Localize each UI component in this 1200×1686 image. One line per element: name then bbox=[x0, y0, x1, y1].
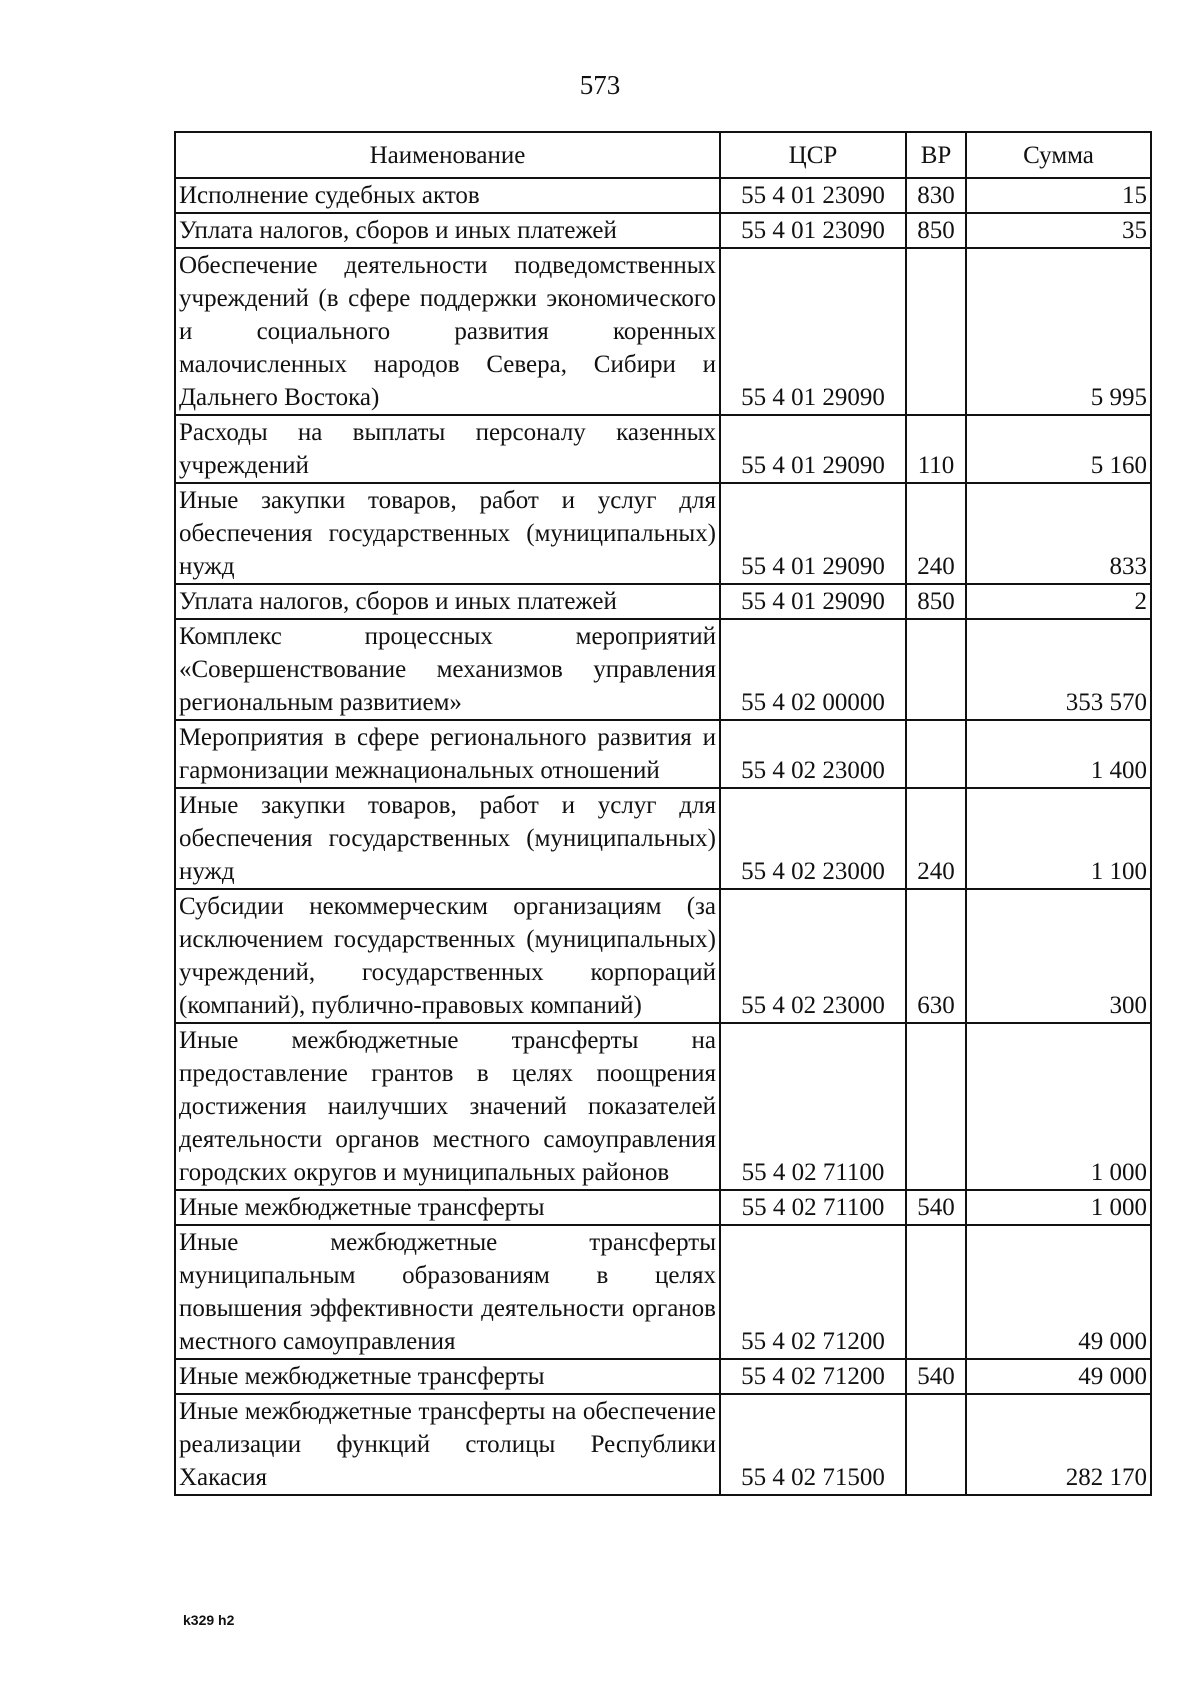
cell-name: Исполнение судебных актов bbox=[175, 178, 720, 213]
cell-name: Мероприятия в сфере регионального развития и гармонизации межнациональных отношений bbox=[175, 720, 720, 788]
cell-sum: 49 000 bbox=[966, 1225, 1151, 1359]
table-row bbox=[175, 483, 1151, 584]
table-row bbox=[175, 178, 1151, 213]
cell-sum: 1 400 bbox=[966, 720, 1151, 788]
cell-sum: 1 000 bbox=[966, 1023, 1151, 1190]
cell-vr bbox=[906, 1225, 966, 1359]
cell-name: Иные межбюджетные трансферты на предоставление грантов в целях поощрения достижения наилучших значений показателей деятельности органов местного самоуправления городских округов и муниципальных районов bbox=[175, 1023, 720, 1190]
cell-sum: 5 995 bbox=[966, 248, 1151, 415]
cell-name: Иные закупки товаров, работ и услуг для обеспечения государственных (муниципальных) нужд bbox=[175, 483, 720, 584]
cell-csr: 55 4 01 29090 bbox=[720, 483, 906, 584]
cell-sum: 2 bbox=[966, 584, 1151, 619]
table-row bbox=[175, 720, 1151, 788]
cell-name: Уплата налогов, сборов и иных платежей bbox=[175, 213, 720, 248]
table-row bbox=[175, 619, 1151, 720]
cell-vr bbox=[906, 1023, 966, 1190]
cell-name: Иные межбюджетные трансферты на обеспечение реализации функций столицы Республики Хакасия bbox=[175, 1394, 720, 1495]
table-row bbox=[175, 248, 1151, 415]
cell-csr: 55 4 02 23000 bbox=[720, 720, 906, 788]
table-row bbox=[175, 213, 1151, 248]
cell-sum: 1 100 bbox=[966, 788, 1151, 889]
cell-name: Обеспечение деятельности подведомственных учреждений (в сфере поддержки экономического и социального развития коренных малочисленных народов Севера, Сибири и Дальнего Востока) bbox=[175, 248, 720, 415]
table-header-row bbox=[175, 132, 1151, 178]
cell-sum: 353 570 bbox=[966, 619, 1151, 720]
cell-csr: 55 4 02 71100 bbox=[720, 1190, 906, 1225]
header-name: Наименование bbox=[175, 132, 720, 178]
table-row bbox=[175, 1225, 1151, 1359]
cell-vr bbox=[906, 248, 966, 415]
cell-name: Иные межбюджетные трансферты bbox=[175, 1359, 720, 1394]
cell-vr: 240 bbox=[906, 788, 966, 889]
header-csr: ЦСР bbox=[720, 132, 906, 178]
table-row bbox=[175, 1190, 1151, 1225]
cell-sum: 15 bbox=[966, 178, 1151, 213]
cell-vr bbox=[906, 720, 966, 788]
cell-vr: 850 bbox=[906, 584, 966, 619]
cell-name: Комплекс процессных мероприятий «Совершенствование механизмов управления региональным развитием» bbox=[175, 619, 720, 720]
cell-name: Уплата налогов, сборов и иных платежей bbox=[175, 584, 720, 619]
cell-vr: 850 bbox=[906, 213, 966, 248]
cell-csr: 55 4 02 00000 bbox=[720, 619, 906, 720]
cell-sum: 300 bbox=[966, 889, 1151, 1023]
cell-sum: 5 160 bbox=[966, 415, 1151, 483]
cell-csr: 55 4 02 71100 bbox=[720, 1023, 906, 1190]
cell-vr: 830 bbox=[906, 178, 966, 213]
cell-vr: 540 bbox=[906, 1359, 966, 1394]
cell-sum: 833 bbox=[966, 483, 1151, 584]
cell-sum: 1 000 bbox=[966, 1190, 1151, 1225]
cell-csr: 55 4 02 23000 bbox=[720, 788, 906, 889]
cell-sum: 282 170 bbox=[966, 1394, 1151, 1495]
cell-vr bbox=[906, 1394, 966, 1495]
table-row bbox=[175, 1394, 1151, 1495]
cell-sum: 35 bbox=[966, 213, 1151, 248]
cell-vr: 240 bbox=[906, 483, 966, 584]
table-row bbox=[175, 584, 1151, 619]
cell-name: Иные межбюджетные трансферты bbox=[175, 1190, 720, 1225]
cell-csr: 55 4 01 29090 bbox=[720, 415, 906, 483]
cell-name: Расходы на выплаты персоналу казенных учреждений bbox=[175, 415, 720, 483]
cell-name: Иные закупки товаров, работ и услуг для обеспечения государственных (муниципальных) нужд bbox=[175, 788, 720, 889]
cell-csr: 55 4 01 29090 bbox=[720, 584, 906, 619]
table-row bbox=[175, 889, 1151, 1023]
cell-csr: 55 4 02 71200 bbox=[720, 1225, 906, 1359]
cell-vr bbox=[906, 619, 966, 720]
table-row bbox=[175, 1359, 1151, 1394]
header-sum: Сумма bbox=[966, 132, 1151, 178]
cell-vr: 630 bbox=[906, 889, 966, 1023]
cell-csr: 55 4 02 23000 bbox=[720, 889, 906, 1023]
cell-name: Субсидии некоммерческим организациям (за исключением государственных (муниципальных) учреждений, государственных корпораций (компаний), публично-правовых компаний) bbox=[175, 889, 720, 1023]
cell-csr: 55 4 01 29090 bbox=[720, 248, 906, 415]
cell-csr: 55 4 01 23090 bbox=[720, 178, 906, 213]
cell-vr: 110 bbox=[906, 415, 966, 483]
cell-vr: 540 bbox=[906, 1190, 966, 1225]
cell-csr: 55 4 02 71500 bbox=[720, 1394, 906, 1495]
footer-code: k329 h2 bbox=[183, 1612, 235, 1628]
cell-sum: 49 000 bbox=[966, 1359, 1151, 1394]
cell-csr: 55 4 02 71200 bbox=[720, 1359, 906, 1394]
table-row bbox=[175, 415, 1151, 483]
cell-csr: 55 4 01 23090 bbox=[720, 213, 906, 248]
table-row bbox=[175, 788, 1151, 889]
budget-table bbox=[174, 131, 1152, 1496]
header-vr: ВР bbox=[906, 132, 966, 178]
table-row bbox=[175, 1023, 1151, 1190]
cell-name: Иные межбюджетные трансферты муниципальным образованиям в целях повышения эффективности деятельности органов местного самоуправления bbox=[175, 1225, 720, 1359]
page-number: 573 bbox=[579, 70, 621, 100]
